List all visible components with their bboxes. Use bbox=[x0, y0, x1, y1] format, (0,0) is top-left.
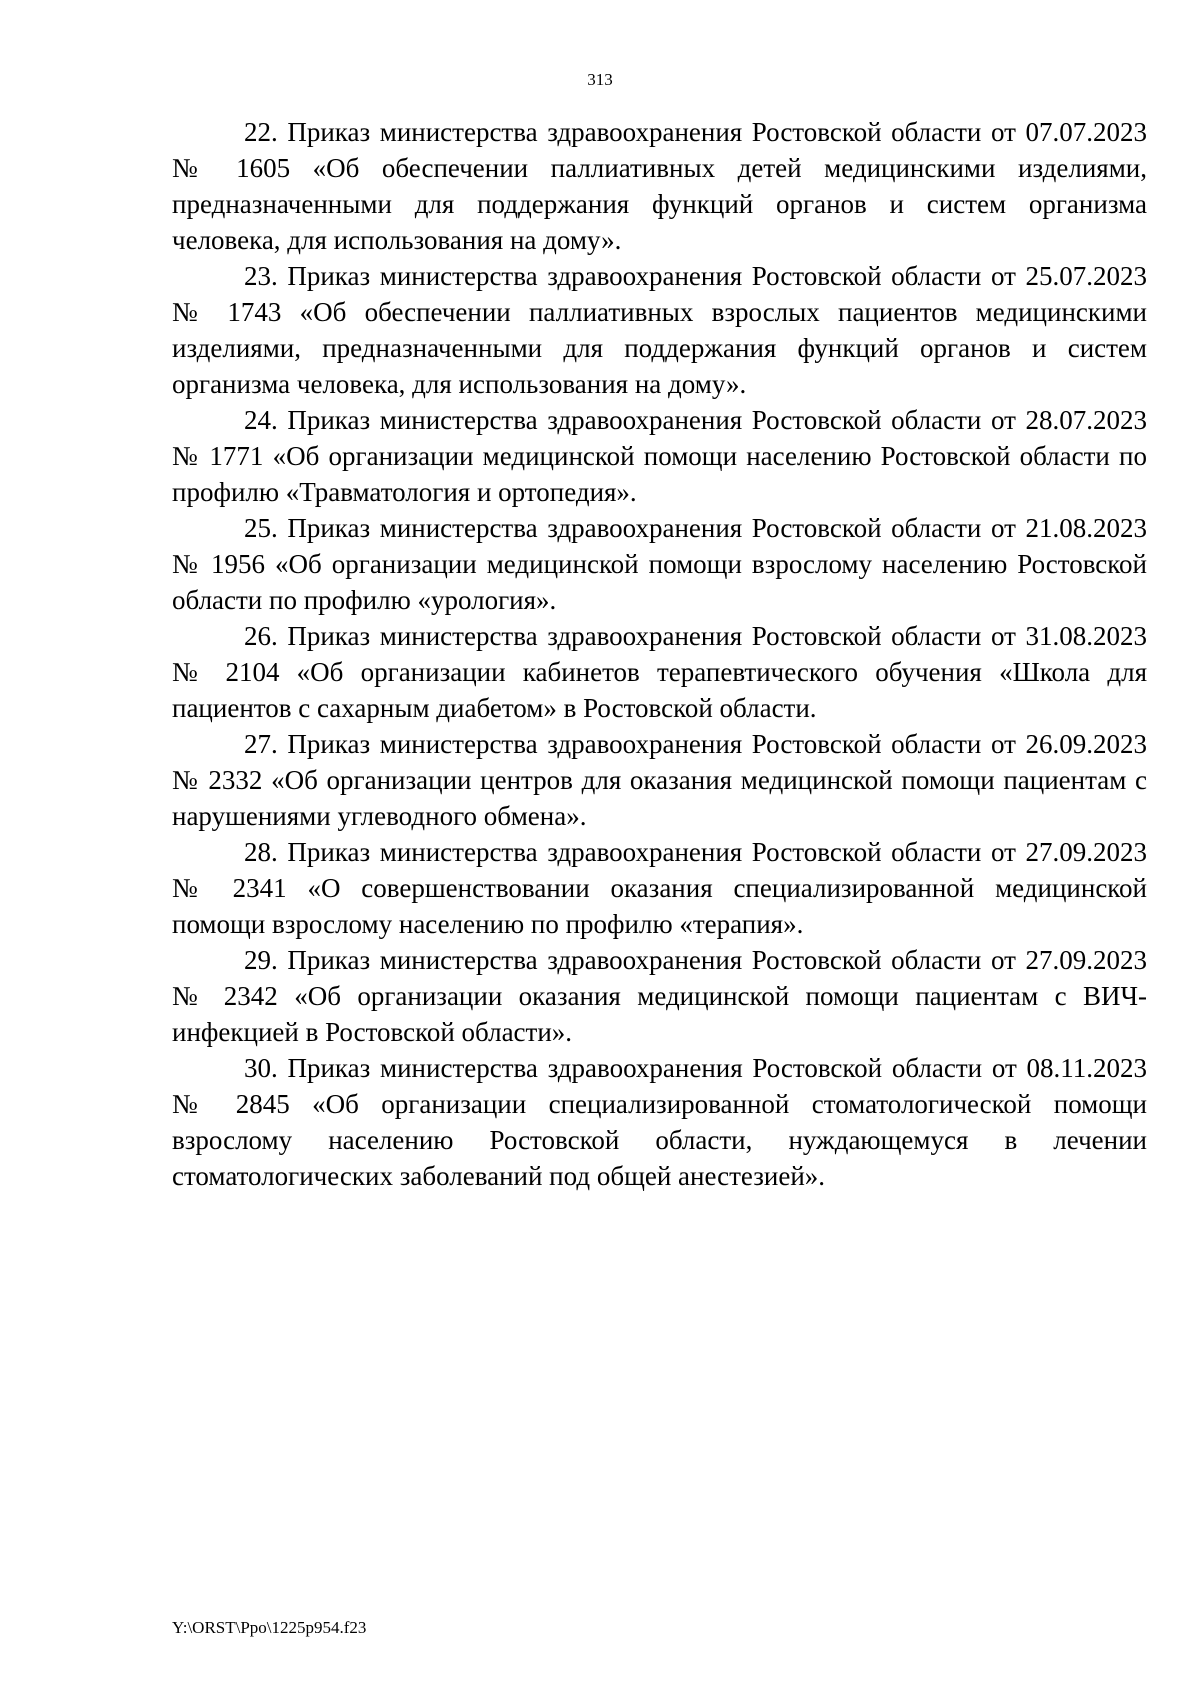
list-item: 28. Приказ министерства здравоохранения Ростовской области от 27.09.2023 № 2341 «О совершенствовании оказания специализированной медицинской помощи взрослому населению по профилю «терапия». bbox=[172, 837, 1147, 939]
list-item: 30. Приказ министерства здравоохранения Ростовской области от 08.11.2023 № 2845 «Об организации специализированной стоматологической помощи взрослому населению Ростовской области, нуждающемуся в лечении стоматологических заболеваний под общей анестезией». bbox=[172, 1053, 1147, 1191]
list-item: 23. Приказ министерства здравоохранения Ростовской области от 25.07.2023 № 1743 «Об обеспечении паллиативных взрослых пациентов медицинскими изделиями, предназначенными для поддержания функций органов и систем организма человека, для использования на дому». bbox=[172, 261, 1147, 399]
document-body bbox=[172, 114, 1147, 1194]
footer-file-path: Y:\ORST\Ppo\1225p954.f23 bbox=[172, 1618, 367, 1637]
list-item: 25. Приказ министерства здравоохранения Ростовской области от 21.08.2023 № 1956 «Об организации медицинской помощи взрослому населению Ростовской области по профилю «урология». bbox=[172, 513, 1147, 615]
list-item: 24. Приказ министерства здравоохранения Ростовской области от 28.07.2023 № 1771 «Об организации медицинской помощи населению Ростовской области по профилю «Травматология и ортопедия». bbox=[172, 405, 1147, 507]
list-item: 29. Приказ министерства здравоохранения Ростовской области от 27.09.2023 № 2342 «Об организации оказания медицинской помощи пациентам с ВИЧ-инфекцией в Ростовской области». bbox=[172, 945, 1147, 1047]
list-item: 27. Приказ министерства здравоохранения Ростовской области от 26.09.2023 № 2332 «Об организации центров для оказания медицинской помощи пациентам с нарушениями углеводного обмена». bbox=[172, 729, 1147, 831]
list-item: 22. Приказ министерства здравоохранения Ростовской области от 07.07.2023 № 1605 «Об обеспечении паллиативных детей медицинскими изделиями, предназначенными для поддержания функций органов и систем организма человека, для использования на дому». bbox=[172, 117, 1147, 255]
page-number: 313 bbox=[587, 70, 613, 89]
list-item: 26. Приказ министерства здравоохранения Ростовской области от 31.08.2023 № 2104 «Об организации кабинетов терапевтического обучения «Школа для пациентов с сахарным диабетом» в Ростовской области. bbox=[172, 621, 1147, 723]
